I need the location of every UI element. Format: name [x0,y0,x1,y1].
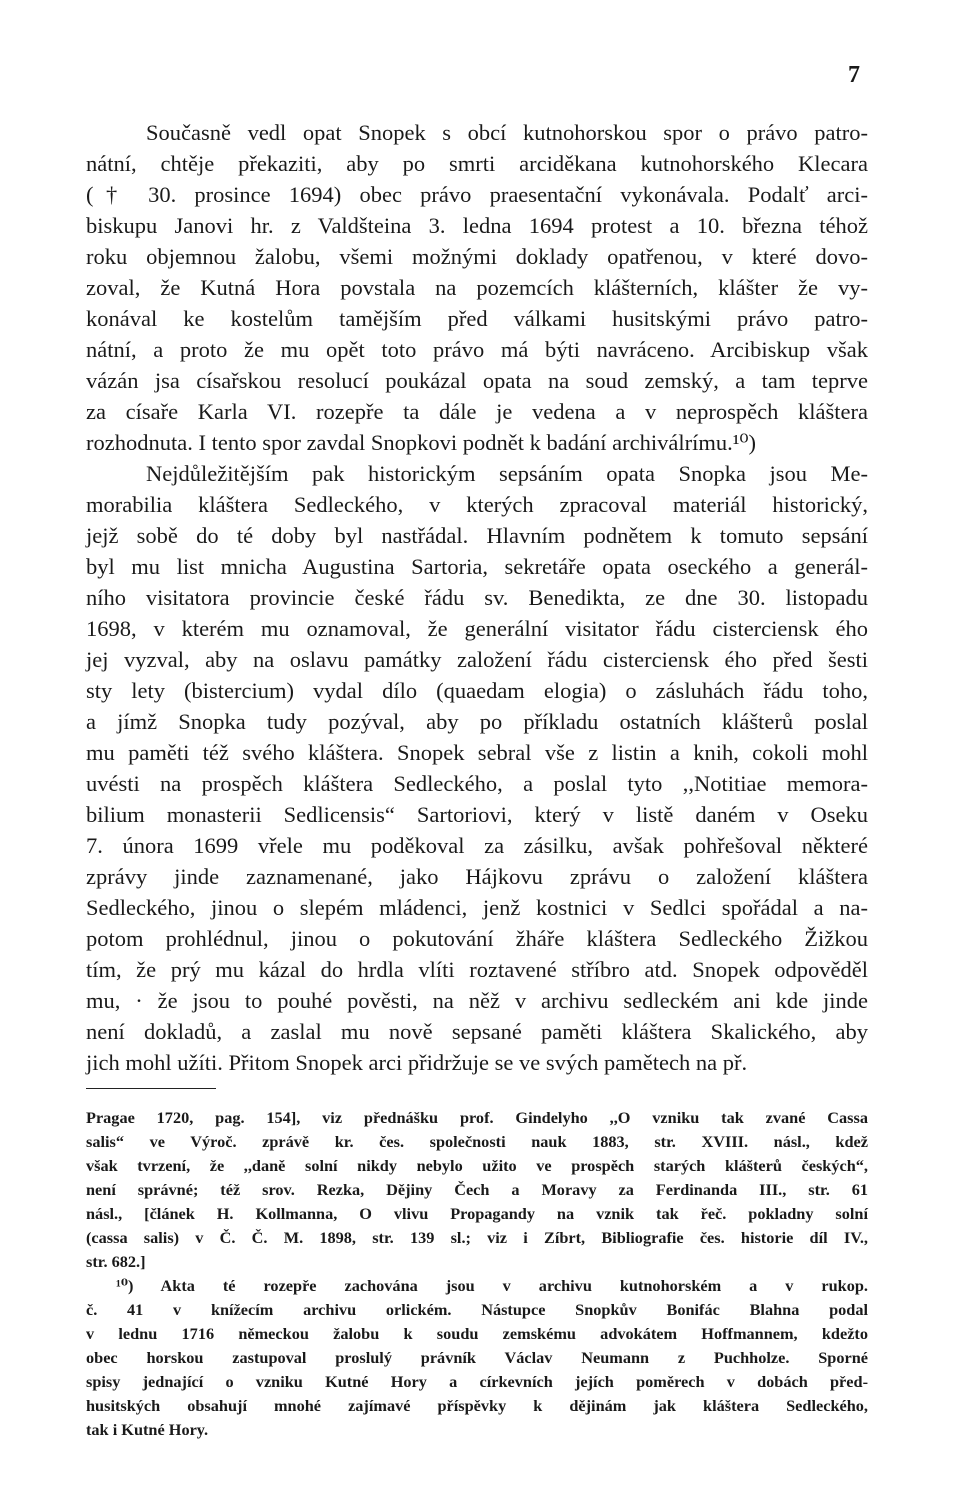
footnote-line: Pragae 1720, pag. 154], viz přednášku prof. Gindelyho ,,O vzniku tak zvané Cassa [86,1108,868,1127]
text-line: byl mu list mnicha Augustina Sartoria, sekretáře opata oseckého a generál- [86,554,868,579]
text-line: za císaře Karla VI. rozepře ta dále je vedena a v neprospěch kláštera [86,399,868,424]
text-line: a jímž Snopka tudy pozýval, aby po příkladu ostatních klášterů poslal [86,709,868,734]
text-line: biskupu Janovi hr. z Valdšteina 3. ledna 1694 protest a 10. března téhož [86,213,868,238]
footnote-line: husitských obsahují mnohé zajímavé příspěvky k dějinám jak kláštera Sedleckého, [86,1396,868,1415]
text-line: roku objemnou žalobu, všemi možnými doklady opatřenou, v které dovo- [86,244,868,269]
text-line: potom prohlédnul, jinou o pokutování žháře kláštera Sedleckého Žižkou [86,926,868,951]
footnote-line: tak i Kutné Hory. [86,1420,209,1439]
text-line: jejž sobě do té doby byl nastřádal. Hlavním podnětem k tomuto sepsání [86,523,868,548]
footnote-line: však tvrzení, že ,,daně solní nikdy nebylo užito ve prospěch starých klášterů českých“, [86,1156,868,1175]
text-line: rozhodnuta. I tento spor zavdal Snopkovi podnět k badání archiválrímu.¹⁰) [86,430,756,455]
text-line: vázán jsa císařskou resolucí poukázal opata na soud zemský, a tam teprve [86,368,868,393]
text-line: 7. února 1699 vřele mu poděkoval za zásilku, avšak pohřešoval některé [86,833,868,858]
text-line: tím, že prý mu kázal do hrdla vlíti roztavené stříbro atd. Snopek odpověděl [86,957,868,982]
footnote-line: násl., [článek H. Kollmanna, O vlivu Propagandy na vznik tak řeč. pokladny solní [86,1204,868,1223]
text-line: sty lety (bistercium) vydal dílo (quaedam elogia) o zásluhách řádu toho, [86,678,868,703]
text-line: zoval, že Kutná Hora povstala na pozemcích klášterních, klášter že vy- [86,275,868,300]
text-line: nátní, chtěje překaziti, aby po smrti arciděkana kutnohorského Klecara [86,151,868,176]
text-line: Sedleckého, jinou o slepém mládenci, jenž kostnici v Sedlci spořádal a na- [86,895,868,920]
footnote-line: obec horskou zastupoval proslulý právník Václav Neumann z Puchholze. Sporné [86,1348,868,1367]
text-line: Současně vedl opat Snopek s obcí kutnohorskou spor o právo patro- [146,120,868,145]
footnote-divider [86,1088,216,1089]
footnote-line: spisy jednající o vzniku Kutné Hory a církevních jejích poměrech v dobách před- [86,1372,868,1391]
text-line: ního visitatora provincie české řádu sv. Benedikta, ze dne 30. listopadu [86,585,868,610]
text-line: mu, · že jsou to pouhé pověsti, na něž v archivu sedleckém ani kde jinde [86,988,868,1013]
text-line: mu paměti též svého kláštera. Snopek sebral vše z listin a knih, cokoli mohl [86,740,868,765]
footnote-line: str. 682.] [86,1252,146,1271]
text-line: konával ke kostelům tamějším před válkami husitskými právo patro- [86,306,868,331]
text-line: bilium monasterii Sedlicensis“ Sartoriovi, který v listě daném v Oseku [86,802,868,827]
footnote-line: (cassa salis) v Č. Č. M. 1898, str. 139 sl.; viz i Zíbrt, Bibliografie čes. historie díl IV., [86,1228,868,1247]
footnote-line: není správné; též srov. Rezka, Dějiny Čech a Moravy za Ferdinanda III., str. 61 [86,1180,868,1199]
text-line: není dokladů, a zaslal mu nově sepsané paměti kláštera Skalického, aby [86,1019,868,1044]
text-line: morabilia kláštera Sedleckého, v kterých zpracoval materiál historický, [86,492,868,517]
text-line: zprávy jinde zaznamenané, jako Hájkovu zprávu o založení kláštera [86,864,868,889]
page-number: 7 [848,62,860,88]
text-line: Nejdůležitějším pak historickým sepsáním opata Snopka jsou Me- [146,461,868,486]
footnote-line: ¹⁰) Akta té rozepře zachována jsou v archivu kutnohorském a v rukop. [116,1276,868,1295]
text-line: 1698, v kterém mu oznamoval, že generální visitator řádu cisterciensk ého [86,616,868,641]
text-line: uvésti na prospěch kláštera Sedleckého, a poslal tyto ,,Notitiae memora- [86,771,868,796]
footnote-line: salis“ ve Výroč. zprávě kr. čes. společnosti nauk 1883, str. XVIII. násl., kdež [86,1132,868,1151]
text-line: nátní, a proto že mu opět toto právo má býti navráceno. Arcibiskup však [86,337,868,362]
text-line: jej vyzval, aby na oslavu památky založení řádu cisterciensk ého před šesti [86,647,868,672]
footnote-line: v lednu 1716 německou žalobu k soudu zemskému advokátem Hoffmannem, kdežto [86,1324,868,1343]
footnote-line: č. 41 v knížecím archivu orlickém. Nástupce Snopkův Bonifác Blahna podal [86,1300,868,1319]
text-line: († 30. prosince 1694) obec právo praesentační vykonávala. Podalť arci- [86,182,868,207]
text-line: jich mohl užíti. Přitom Snopek arci přidržuje se ve svých pamětech na př. [86,1050,748,1075]
